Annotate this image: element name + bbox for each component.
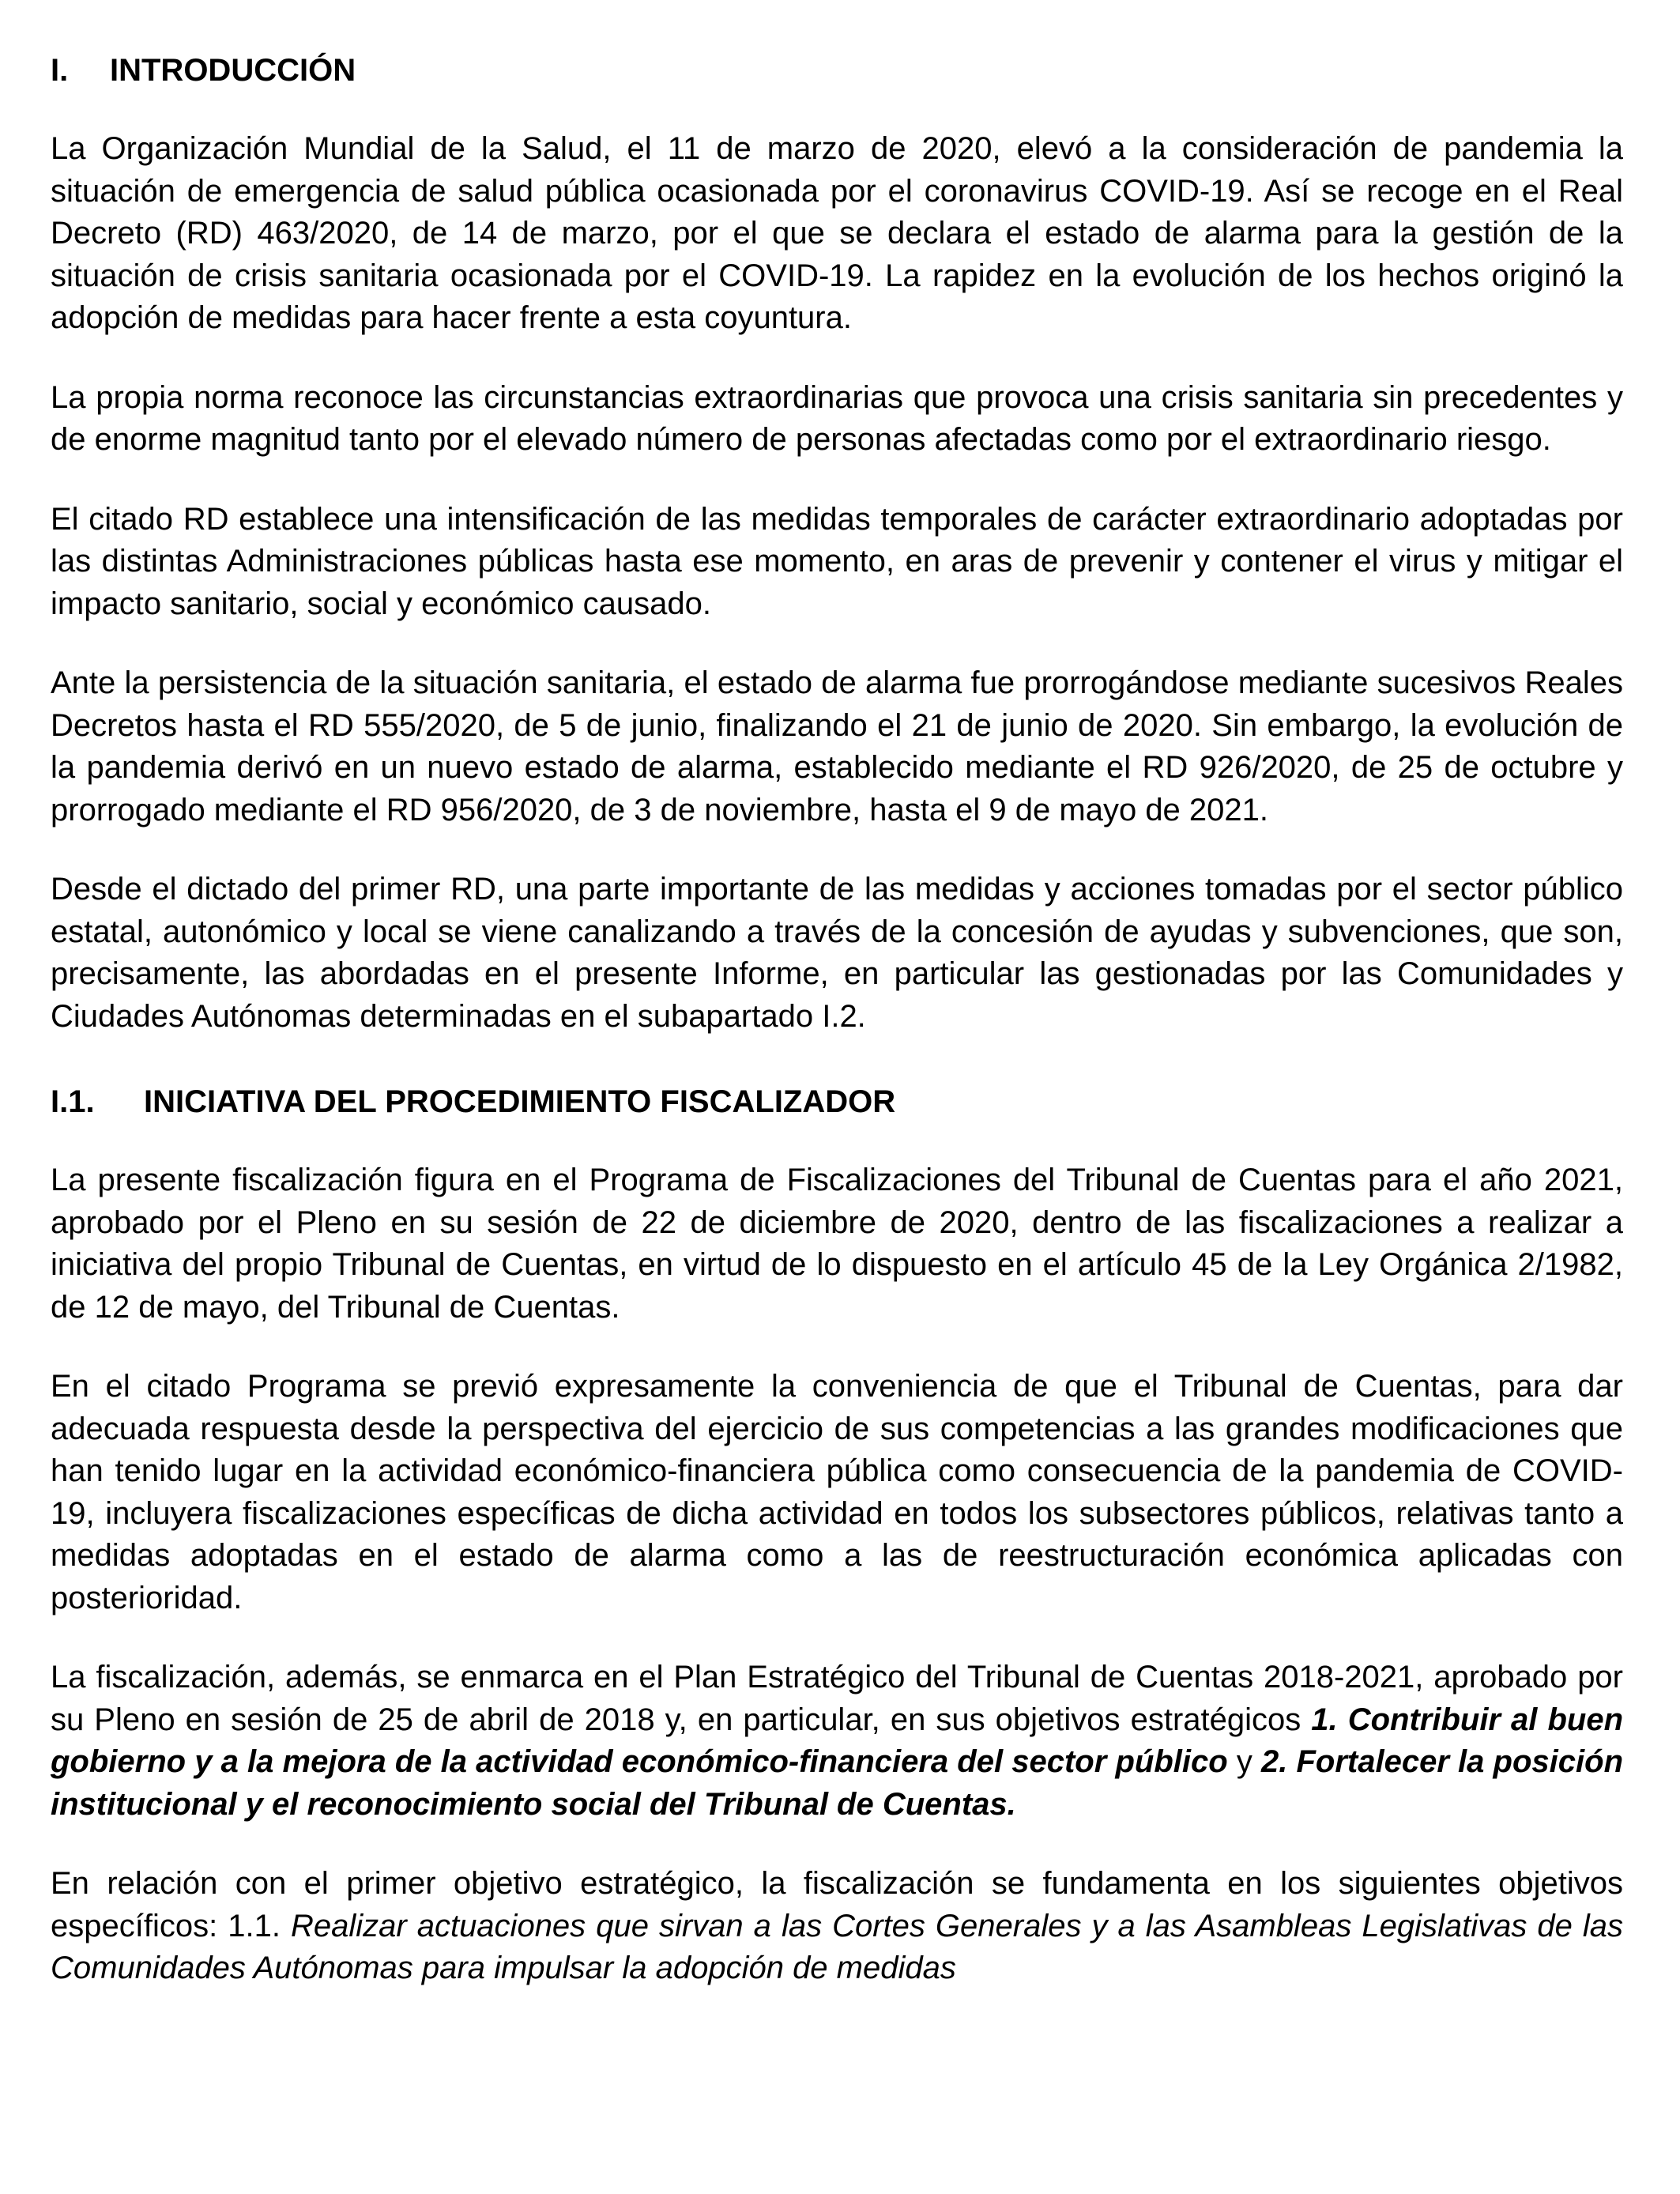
- paragraph-intro-4: Ante la persistencia de la situación sanitaria, el estado de alarma fue prorrogándose mediante sucesivos Reales Decretos hasta el RD 555/2020, de 5 de junio, finalizando el 21 de junio de 2020. Sin embargo, la evolución de la pandemia derivó en un nuevo estado de alarma, establecido mediante el RD 926/2020, de 25 de octubre y prorrogado mediante el RD 956/2020, de 3 de noviembre, hasta el 9 de mayo de 2021.: [51, 665, 1623, 827]
- paragraph-iniciativa-2: En el citado Programa se previó expresamente la conveniencia de que el Tribunal de Cuentas, para dar adecuada respuesta desde la perspectiva del ejercicio de sus competencias a las grandes modificaciones que han tenido lugar en la actividad económico-financiera pública como consecuencia de la pandemia de COVID-19, incluyera fiscalizaciones específicas de dicha actividad en todos los subsectores públicos, relativas tanto a medidas adoptadas en el estado de alarma como a las de reestructuración económica aplicadas con posterioridad.: [51, 1369, 1623, 1615]
- paragraph-objetivos-especificos: [51, 1863, 1623, 1990]
- specific-intro-text: En relación con el primer objetivo estratégico, la fiscalización se fundamenta en los siguientes objetivos específicos: 1.1.: [51, 1866, 1623, 1943]
- subsection-number: I.1.: [51, 1084, 95, 1119]
- strategic-objective-1: 1. Contribuir al buen gobierno y a la mejora de la actividad económico-financiera del sector público: [51, 1702, 1623, 1779]
- paragraph-intro-3: El citado RD establece una intensificación de las medidas temporales de carácter extraordinario adoptadas por las distintas Administraciones públicas hasta ese momento, en aras de prevenir y contener el virus y mitigar el impacto sanitario, social y económico causado.: [51, 501, 1623, 621]
- document-page: [51, 49, 1623, 1990]
- section-title: INTRODUCCIÓN: [110, 53, 356, 88]
- paragraph-iniciativa-1: La presente fiscalización figura en el Programa de Fiscalizaciones del Tribunal de Cuentas para el año 2021, aprobado por el Pleno en su sesión de 22 de diciembre de 2020, dentro de las fiscalizaciones a realizar a iniciativa del propio Tribunal de Cuentas, en virtud de lo dispuesto en el artículo 45 de la Ley Orgánica 2/1982, de 12 de mayo, del Tribunal de Cuentas.: [51, 1163, 1623, 1325]
- subsection-title: INICIATIVA DEL PROCEDIMIENTO FISCALIZADOR: [144, 1084, 896, 1119]
- paragraph-plan-estrategico: [51, 1657, 1623, 1826]
- section-heading-introduccion: [51, 49, 1623, 92]
- paragraph-intro-5: Desde el dictado del primer RD, una parte importante de las medidas y acciones tomadas por el sector público estatal, autonómico y local se viene canalizando a través de la concesión de ayudas y subvenciones, que son, precisamente, las abordadas en el presente Informe, en particular las gestionadas por las Comunidades y Ciudades Autónomas determinadas en el subapartado I.2.: [51, 872, 1623, 1034]
- subsection-heading-iniciativa: [51, 1080, 1623, 1123]
- specific-objective-italic: Realizar actuaciones que sirvan a las Cortes Generales y a las Asambleas Legislativas de las Comunidades Autónomas para impulsar la adopción de medidas: [51, 1908, 1623, 1985]
- strategic-objective-2: 2. Fortalecer la posición institucional y el reconocimiento social del Tribunal de Cuentas.: [51, 1744, 1623, 1822]
- paragraph-intro-1: La Organización Mundial de la Salud, el 11 de marzo de 2020, elevó a la consideración de pandemia la situación de emergencia de salud pública ocasionada por el coronavirus COVID-19. Así se recoge en el Real Decreto (RD) 463/2020, de 14 de marzo, por el que se declara el estado de alarma para la gestión de la situación de crisis sanitaria ocasionada por el COVID-19. La rapidez en la evolución de los hechos originó la adopción de medidas para hacer frente a esta coyuntura.: [51, 131, 1623, 335]
- plan-intro-text: La fiscalización, además, se enmarca en el Plan Estratégico del Tribunal de Cuentas 2018-2021, aprobado por su Pleno en sesión de 25 de abril de 2018 y, en particular, en sus objetivos estratégicos: [51, 1660, 1623, 1737]
- section-number: I.: [51, 53, 69, 88]
- paragraph-intro-2: La propia norma reconoce las circunstancias extraordinarias que provoca una crisis sanitaria sin precedentes y de enorme magnitud tanto por el elevado número de personas afectadas como por el extraordinario riesgo.: [51, 379, 1623, 457]
- connector-text: y: [1227, 1744, 1261, 1779]
